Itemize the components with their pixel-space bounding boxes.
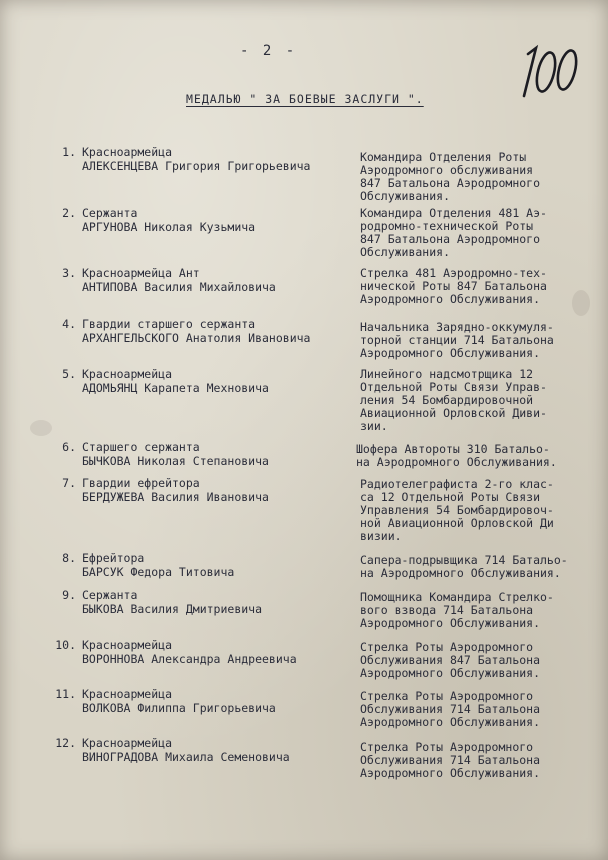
recipient-position (360, 554, 605, 580)
entry-number: 7. (62, 476, 76, 490)
recipient-name (82, 552, 357, 579)
recipient-position (356, 443, 601, 469)
position-line: Авиационной Орловской Диви- (360, 406, 547, 420)
entry-number: 4. (62, 317, 76, 331)
recipient-full-name: ВОЛКОВА Филиппа Григорьевича (82, 701, 276, 715)
position-line: Аэродромного Обслуживания. (360, 715, 541, 729)
position-line: родромно-технической Роты (360, 219, 534, 233)
recipient-name (82, 318, 357, 345)
position-line: Шофера Автороты 310 Батальо- (356, 442, 550, 456)
position-line: Стрелка Роты Аэродромного (360, 640, 534, 654)
recipient-position (360, 151, 605, 203)
page-number: - 2 - (240, 43, 298, 59)
recipient-name (82, 737, 357, 764)
recipient-name (82, 477, 357, 504)
position-line: Линейного надсмотрщика 12 (360, 367, 534, 381)
recipient-rank: Гвардии старшего сержанта (82, 317, 256, 331)
entry-number: 12. (55, 736, 76, 750)
position-line: Аэродромного Обслуживания. (360, 292, 541, 306)
award-heading: МЕДАЛЬЮ " ЗА БОЕВЫЕ ЗАСЛУГИ ". (186, 92, 424, 106)
position-line: Начальника Зарядно-оккумуля- (360, 320, 554, 334)
recipient-rank: Сержанта (82, 206, 138, 220)
recipient-rank: Гвардии ефрейтора (82, 476, 200, 490)
entry-number: 6. (62, 440, 76, 454)
position-line: ной Авиационной Орловской Ди (360, 516, 554, 530)
handwritten-page-number (514, 40, 584, 102)
position-line: ления 54 Бомбардировочной (360, 393, 534, 407)
recipient-full-name: БЫКОВА Василия Дмитриевича (82, 602, 263, 616)
position-line: Обслуживания. (360, 189, 451, 203)
position-line: Обслуживания 847 Батальона (360, 653, 541, 667)
recipient-position (360, 741, 605, 780)
recipient-position (360, 207, 605, 259)
entry-number: 11. (55, 687, 76, 701)
recipient-rank: Сержанта (82, 588, 138, 602)
position-line: Стрелка 481 Аэродромно-тех- (360, 266, 547, 280)
position-line: нической Роты 847 Батальона (360, 279, 547, 293)
position-line: Командира Отделения Роты (360, 150, 527, 164)
position-line: са 12 Отдельной Роты Связи (360, 490, 541, 504)
position-line: Сапера-подрывщика 714 Батальо- (360, 553, 568, 567)
recipient-name (82, 688, 357, 715)
position-line: на Аэродромного Обслуживания. (356, 455, 557, 469)
recipient-position (360, 321, 605, 360)
position-line: вого взвода 714 Батальона (360, 603, 534, 617)
recipient-position (360, 641, 605, 680)
position-line: Аэродромного обслуживания (360, 163, 534, 177)
recipient-name (82, 146, 357, 173)
recipient-position (360, 368, 605, 433)
position-line: зии. (360, 419, 388, 433)
position-line: Аэродромного Обслуживания. (360, 766, 541, 780)
recipient-full-name: АНТИПОВА Василия Михайловича (82, 280, 276, 294)
recipient-full-name: ВОРОННОВА Александра Андреевича (82, 652, 297, 666)
recipient-rank: Красноармейца (82, 367, 173, 381)
recipient-rank: Ефрейтора (82, 551, 145, 565)
position-line: Аэродромного Обслуживания. (360, 666, 541, 680)
position-line: Аэродромного Обслуживания. (360, 346, 541, 360)
position-line: Аэродромного Обслуживания. (360, 616, 541, 630)
position-line: Управления 54 Бомбардировоч- (360, 503, 554, 517)
recipient-full-name: АРГУНОВА Николая Кузьмича (82, 220, 256, 234)
position-line: 847 Батальона Аэродромного (360, 232, 541, 246)
recipient-full-name: АРХАНГЕЛЬСКОГО Анатолия Ивановича (82, 331, 311, 345)
recipient-position (360, 267, 605, 306)
position-line: Помощника Командира Стрелко- (360, 590, 554, 604)
recipient-full-name: ВИНОГРАДОВА Михаила Семеновича (82, 750, 290, 764)
position-line: Отдельной Роты Связи Управ- (360, 380, 547, 394)
recipient-name (82, 639, 357, 666)
recipient-position (360, 478, 605, 543)
recipient-name (82, 441, 357, 468)
recipient-name (82, 267, 357, 294)
position-line: Радиотелеграфиста 2-го клас- (360, 477, 554, 491)
recipient-rank: Красноармейца Ант (82, 266, 200, 280)
position-line: Обслуживания. (360, 245, 451, 259)
paper-stain (30, 420, 52, 436)
recipient-rank: Красноармейца (82, 145, 173, 159)
entry-number: 10. (55, 638, 76, 652)
position-line: Стрелка Роты Аэродромного (360, 740, 534, 754)
entry-number: 2. (62, 206, 76, 220)
recipient-rank: Старшего сержанта (82, 440, 200, 454)
recipient-position (360, 690, 605, 729)
position-line: Командира Отделения 481 Аэ- (360, 206, 547, 220)
position-line: визии. (360, 529, 402, 543)
entry-number: 1. (62, 145, 76, 159)
position-line: на Аэродромного Обслуживания. (360, 566, 561, 580)
recipient-rank: Красноармейца (82, 638, 173, 652)
entry-number: 9. (62, 588, 76, 602)
recipient-rank: Красноармейца (82, 687, 173, 701)
recipient-name (82, 368, 357, 395)
entry-number: 8. (62, 551, 76, 565)
position-line: Обслуживания 714 Батальона (360, 753, 541, 767)
recipient-name (82, 589, 357, 616)
recipient-full-name: БЕРДУЖЕВА Василия Ивановича (82, 490, 269, 504)
recipient-name (82, 207, 357, 234)
entry-number: 5. (62, 367, 76, 381)
recipient-full-name: АЛЕКСЕНЦЕВА Григория Григорьевича (82, 159, 311, 173)
position-line: 847 Батальона Аэродромного (360, 176, 541, 190)
position-line: Стрелка Роты Аэродромного (360, 689, 534, 703)
recipient-full-name: БАРСУК Федора Титовича (82, 565, 235, 579)
entry-number: 3. (62, 266, 76, 280)
recipient-position (360, 591, 605, 630)
position-line: Обслуживания 714 Батальона (360, 702, 541, 716)
position-line: торной станции 714 Батальона (360, 333, 554, 347)
recipient-rank: Красноармейца (82, 736, 173, 750)
recipient-full-name: БЫЧКОВА Николая Степановича (82, 454, 269, 468)
recipient-full-name: АДОМЬЯНЦ Карапета Мехновича (82, 381, 269, 395)
